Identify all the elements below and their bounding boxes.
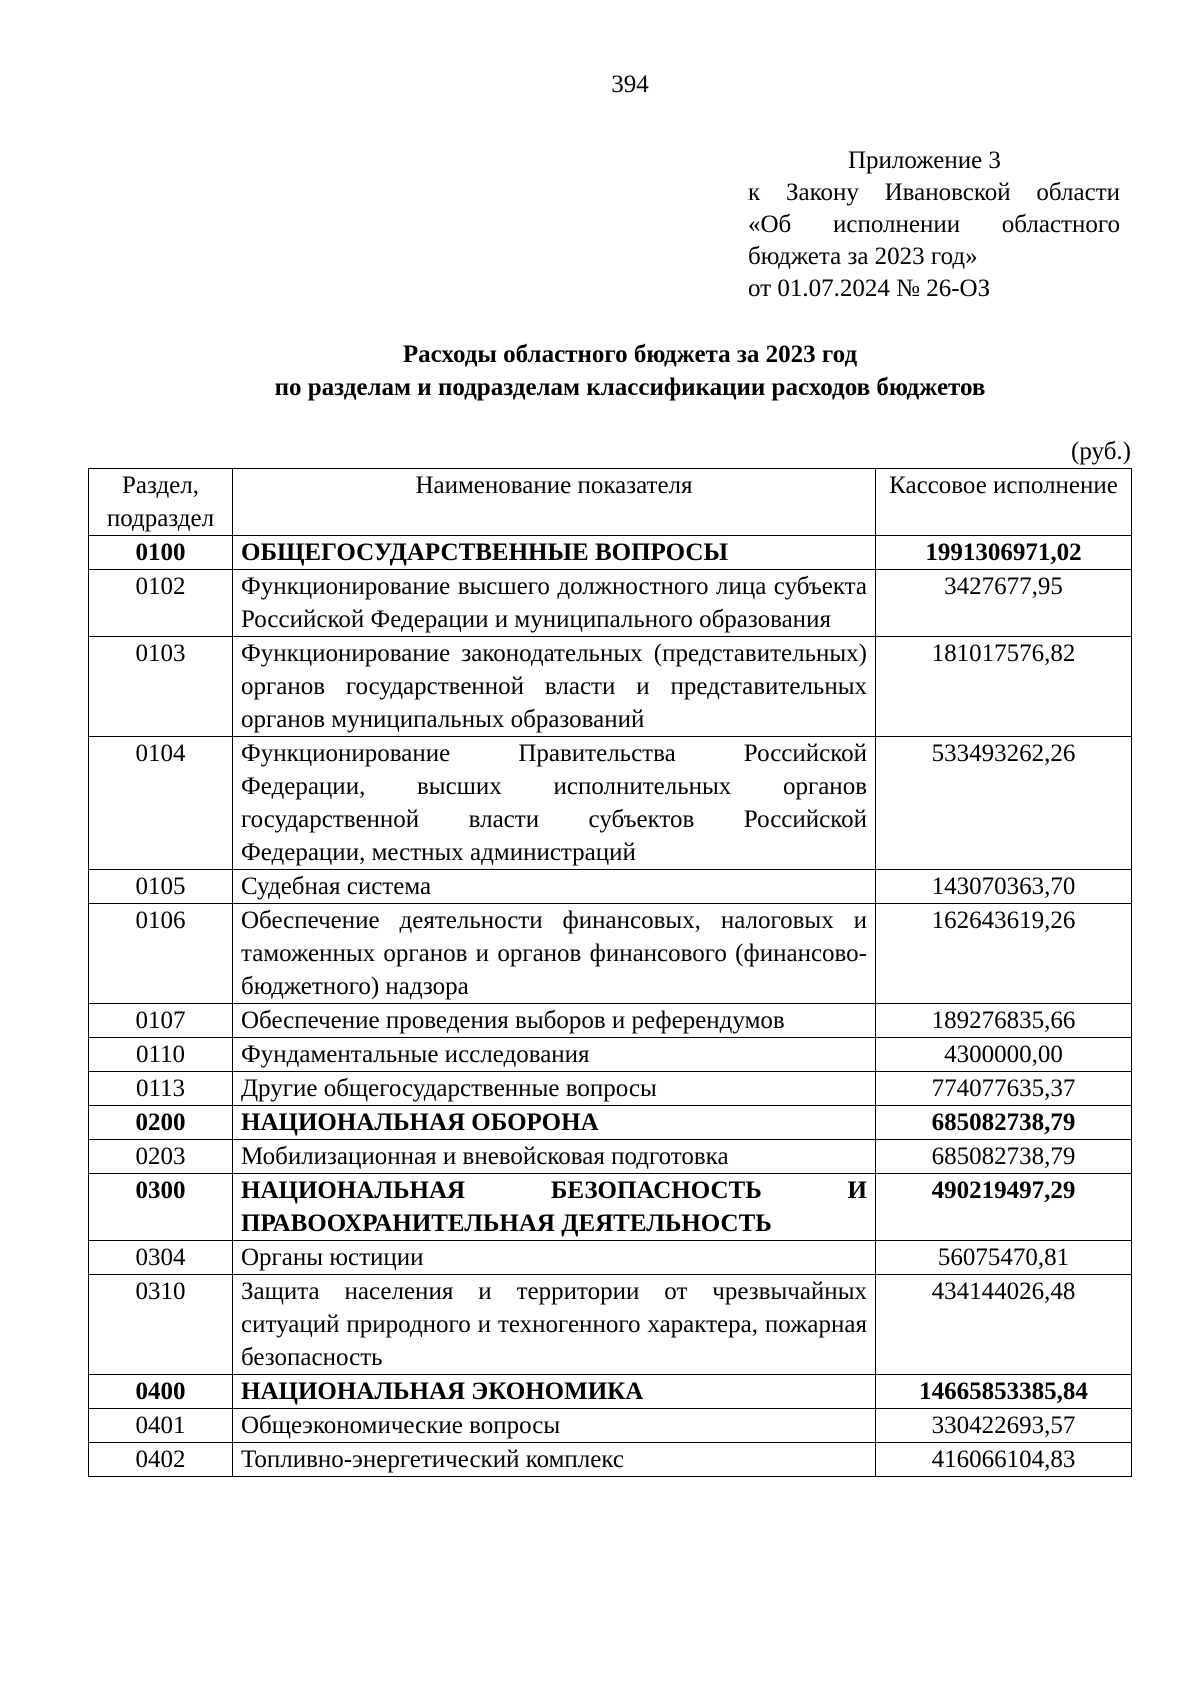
cell-amount: 774077635,37 (876, 1072, 1132, 1106)
cell-code: 0113 (89, 1072, 233, 1106)
cell-amount: 14665853385,84 (876, 1375, 1132, 1409)
appendix-block (748, 145, 1120, 305)
document-title-line1: Расходы областного бюджета за 2023 год (402, 341, 858, 368)
table-row-section (89, 1106, 1132, 1140)
cell-name: Органы юстиции (233, 1241, 876, 1275)
cell-amount: 143070363,70 (876, 870, 1132, 904)
cell-code: 0402 (89, 1443, 233, 1477)
cell-name: Общеэкономические вопросы (233, 1409, 876, 1443)
cell-amount: 1991306971,02 (876, 536, 1132, 570)
table-row-section (89, 1375, 1132, 1409)
table-row (89, 1241, 1132, 1275)
cell-amount: 490219497,29 (876, 1174, 1132, 1241)
table-row (89, 870, 1132, 904)
cell-code: 0105 (89, 870, 233, 904)
cell-name: НАЦИОНАЛЬНАЯ ЭКОНОМИКА (233, 1375, 876, 1409)
cell-name: Фундаментальные исследования (233, 1038, 876, 1072)
cell-code: 0310 (89, 1275, 233, 1375)
cell-name: Топливно-энергетический комплекс (233, 1443, 876, 1477)
cell-name: Защита населения и территории от чрезвычайных ситуаций природного и техногенного характера, пожарная безопасность (233, 1275, 876, 1375)
cell-name: Обеспечение деятельности финансовых, налоговых и таможенных органов и органов финансового (финансово-бюджетного) надзора (233, 904, 876, 1004)
cell-amount: 685082738,79 (876, 1140, 1132, 1174)
document-title-line2: по разделам и подразделам классификации расходов бюджетов (274, 374, 986, 401)
cell-name: Другие общегосударственные вопросы (233, 1072, 876, 1106)
cell-code: 0106 (89, 904, 233, 1004)
table-row (89, 570, 1132, 637)
header-amount: Кассовое исполнение (876, 469, 1132, 536)
cell-name: НАЦИОНАЛЬНАЯ БЕЗОПАСНОСТЬ И ПРАВООХРАНИТЕЛЬНАЯ ДЕЯТЕЛЬНОСТЬ (233, 1174, 876, 1241)
cell-code: 0203 (89, 1140, 233, 1174)
cell-code: 0110 (89, 1038, 233, 1072)
table-row (89, 1409, 1132, 1443)
cell-amount: 189276835,66 (876, 1004, 1132, 1038)
cell-code: 0401 (89, 1409, 233, 1443)
cell-name: Функционирование Правительства Российской Федерации, высших исполнительных органов государственной власти субъектов Российской Федерации, местных администраций (233, 737, 876, 870)
cell-amount: 56075470,81 (876, 1241, 1132, 1275)
appendix-law: к Закону Ивановской области (748, 179, 1120, 206)
cell-amount: 4300000,00 (876, 1038, 1132, 1072)
cell-name: Функционирование законодательных (представительных) органов государственной власти и представительных органов муниципальных образований (233, 637, 876, 737)
table-row (89, 1275, 1132, 1375)
units-label: (руб.) (1071, 438, 1131, 465)
appendix-title: Приложение 3 (848, 147, 1001, 174)
appendix-law-date: от 01.07.2024 № 26-ОЗ (748, 275, 991, 302)
table-row (89, 1038, 1132, 1072)
cell-amount: 434144026,48 (876, 1275, 1132, 1375)
table-row (89, 1443, 1132, 1477)
cell-name: Функционирование высшего должностного лица субъекта Российской Федерации и муниципального образования (233, 570, 876, 637)
cell-name: НАЦИОНАЛЬНАЯ ОБОРОНА (233, 1106, 876, 1140)
cell-name: Судебная система (233, 870, 876, 904)
table-row (89, 1072, 1132, 1106)
cell-amount: 685082738,79 (876, 1106, 1132, 1140)
appendix-law-title-cont: бюджета за 2023 год» (748, 243, 978, 270)
header-name: Наименование показателя (233, 469, 876, 536)
cell-code: 0104 (89, 737, 233, 870)
budget-table (88, 468, 1132, 1477)
cell-name: Обеспечение проведения выборов и референдумов (233, 1004, 876, 1038)
cell-amount: 3427677,95 (876, 570, 1132, 637)
cell-code: 0103 (89, 637, 233, 737)
cell-code: 0304 (89, 1241, 233, 1275)
cell-name: ОБЩЕГОСУДАРСТВЕННЫЕ ВОПРОСЫ (233, 536, 876, 570)
table-header-row (89, 469, 1132, 536)
table-row-section (89, 1174, 1132, 1241)
cell-amount: 330422693,57 (876, 1409, 1132, 1443)
cell-code: 0200 (89, 1106, 233, 1140)
appendix-law-title: «Об исполнении областного (748, 211, 1120, 238)
table-body (89, 536, 1132, 1477)
header-code: Раздел, подраздел (89, 469, 233, 536)
cell-name: Мобилизационная и вневойсковая подготовка (233, 1140, 876, 1174)
table-row-section (89, 536, 1132, 570)
cell-amount: 533493262,26 (876, 737, 1132, 870)
cell-code: 0400 (89, 1375, 233, 1409)
table-row (89, 904, 1132, 1004)
cell-amount: 416066104,83 (876, 1443, 1132, 1477)
cell-code: 0100 (89, 536, 233, 570)
table-row (89, 737, 1132, 870)
cell-amount: 162643619,26 (876, 904, 1132, 1004)
table-row (89, 1140, 1132, 1174)
cell-code: 0102 (89, 570, 233, 637)
document-title (0, 338, 1200, 404)
cell-code: 0107 (89, 1004, 233, 1038)
cell-code: 0300 (89, 1174, 233, 1241)
page-number: 394 (611, 71, 649, 98)
table-row (89, 637, 1132, 737)
table-row (89, 1004, 1132, 1038)
cell-amount: 181017576,82 (876, 637, 1132, 737)
